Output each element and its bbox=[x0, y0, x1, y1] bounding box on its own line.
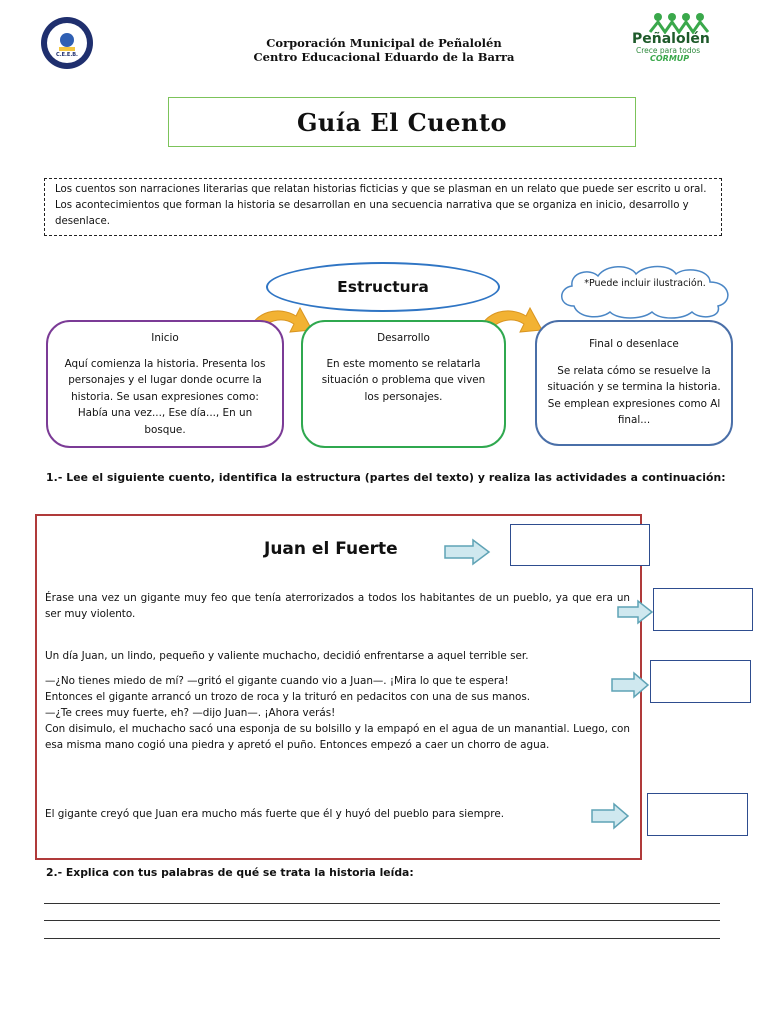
card-desarrollo-text: En este momento se relatarla situación o problema que viven los personajes. bbox=[321, 357, 486, 403]
arrow-right-icon bbox=[616, 599, 654, 625]
story-line-4: Con disimulo, el muchacho sacó una esponja de su bolsillo y la empapó en el agua de un manantial. Luego, con esa misma mano cogió una piedra y apretó el puño. Entonces empezó a caer un chorro de agua. bbox=[45, 723, 630, 751]
cloud-shape bbox=[554, 262, 736, 320]
story-line-3: —¿Te crees muy fuerte, eh? —dijo Juan—. ¡Ahora verás! bbox=[45, 707, 336, 719]
municipality-sub: CORMUP bbox=[650, 54, 690, 63]
story-paragraph-2: Un día Juan, un lindo, pequeño y valiente muchacho, decidió enfrentarse a aquel terrible ser. bbox=[45, 650, 529, 662]
question-1: 1.- Lee el siguiente cuento, identifica la estructura (partes del texto) y realiza las actividades a continuación: bbox=[46, 471, 726, 484]
school-logo-text: C.E.E.B. bbox=[56, 52, 78, 58]
card-final-text: Se relata cómo se resuelve la situación y se termina la historia. Se emplean expresiones como Al final... bbox=[547, 364, 721, 426]
answer-line-3[interactable] bbox=[44, 938, 720, 939]
card-final-title: Final o desenlace bbox=[589, 338, 679, 350]
structure-heading: Estructura bbox=[266, 262, 500, 312]
header-line-1: Corporación Municipal de Peñalolén bbox=[266, 36, 502, 50]
answer-box-desenlace[interactable] bbox=[647, 793, 748, 836]
arrow-right-icon bbox=[610, 671, 650, 699]
card-inicio bbox=[46, 320, 284, 448]
answer-box-desarrollo[interactable] bbox=[650, 660, 751, 703]
arrow-right-icon bbox=[443, 538, 491, 566]
header-line-2: Centro Educacional Eduardo de la Barra bbox=[253, 50, 515, 64]
card-inicio-text: Aquí comienza la historia. Presenta los personajes y el lugar donde ocurre la historia. Se usan expresiones como: Había una vez..., Ese día..., En un bosque. bbox=[64, 357, 266, 436]
story-title: Juan el Fuerte bbox=[264, 539, 398, 559]
page-title: Guía El Cuento bbox=[168, 97, 636, 147]
answer-box-title[interactable] bbox=[510, 524, 650, 566]
arrow-right-icon bbox=[590, 802, 630, 830]
municipality-name: Peñalolén bbox=[632, 31, 710, 47]
question-2: 2.- Explica con tus palabras de qué se trata la historia leída: bbox=[46, 866, 414, 879]
municipality-tagline: Crece para todos bbox=[636, 46, 701, 55]
answer-line-1[interactable] bbox=[44, 903, 720, 904]
story-line-1: —¿No tienes miedo de mí? —gritó el gigante cuando vio a Juan—. ¡Mira lo que te espera! bbox=[45, 675, 509, 687]
card-final bbox=[535, 320, 733, 446]
cloud-note: *Puede incluir ilustración. bbox=[584, 278, 706, 289]
answer-line-2[interactable] bbox=[44, 920, 720, 921]
story-line-2: Entonces el gigante arrancó un trozo de roca y la trituró en pedacitos con una de sus manos. bbox=[45, 691, 531, 703]
header-text bbox=[0, 36, 768, 64]
card-inicio-title: Inicio bbox=[151, 332, 179, 344]
story-paragraph-4: El gigante creyó que Juan era mucho más fuerte que él y huyó del pueblo para siempre. bbox=[45, 808, 505, 820]
story-paragraph-1: Érase una vez un gigante muy feo que tenía aterrorizados a todos los habitantes de un pueblo, ya que era un ser muy violento. bbox=[45, 592, 630, 620]
card-desarrollo-title: Desarrollo bbox=[377, 332, 430, 344]
story-dialogue-block bbox=[45, 673, 630, 753]
card-desarrollo bbox=[301, 320, 506, 448]
answer-box-inicio[interactable] bbox=[653, 588, 753, 631]
intro-text: Los cuentos son narraciones literarias que relatan historias ficticias y que se plasman en un relato que puede ser escrito u oral. Los acontecimientos que forman la historia se desarrollan en una secuencia narrativa que se organiza en inicio, desarrollo y desenlace. bbox=[44, 178, 722, 236]
